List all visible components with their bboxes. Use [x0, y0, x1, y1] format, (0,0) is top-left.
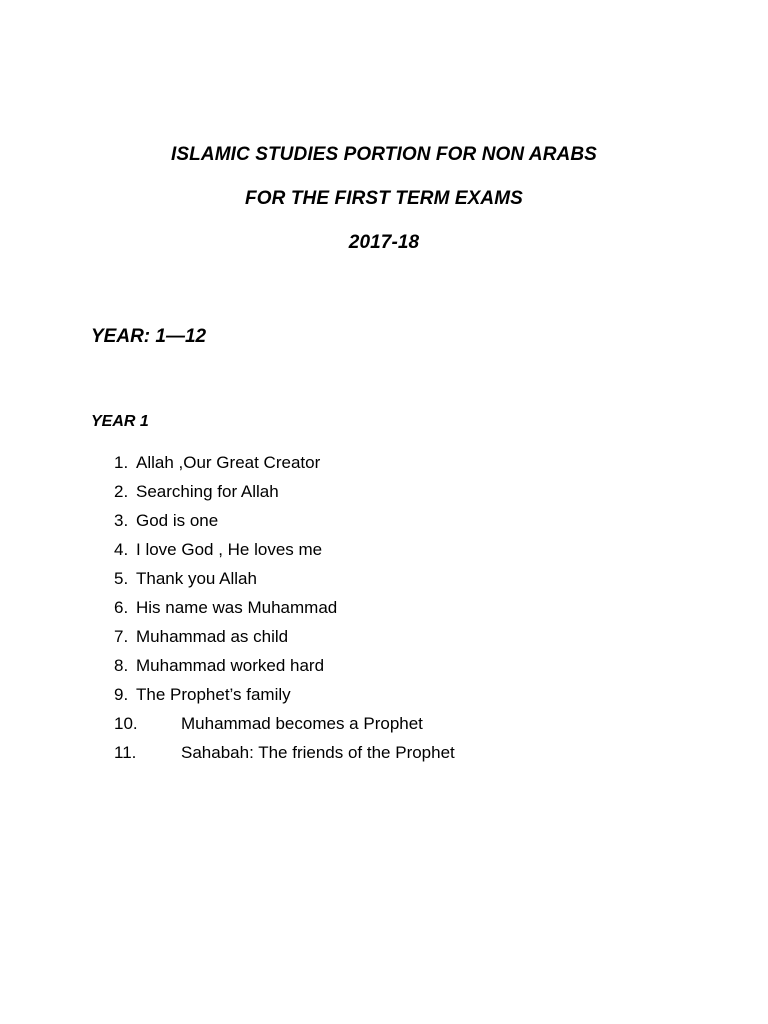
list-item-text: Thank you Allah — [136, 569, 257, 588]
year-range-heading: YEAR: 1—12 — [91, 326, 207, 347]
list-item — [0, 741, 768, 770]
list-item-text: Sahabah: The friends of the Prophet — [181, 743, 455, 762]
list-item-text: Searching for Allah — [136, 482, 279, 501]
list-item-text: God is one — [136, 511, 219, 530]
list-item-text: Muhammad worked hard — [136, 656, 325, 675]
list-item-number: 6. — [114, 598, 129, 617]
list-item-number: 10. — [114, 714, 138, 733]
list-item — [0, 451, 768, 480]
list-item — [0, 480, 768, 509]
list-item-number: 7. — [114, 627, 129, 646]
list-item-number: 11. — [114, 743, 137, 762]
list-item — [0, 712, 768, 741]
list-item-text: The Prophet’s family — [136, 685, 291, 704]
list-item — [0, 509, 768, 538]
list-item-number: 5. — [114, 569, 129, 588]
list-item-text: His name was Muhammad — [136, 598, 338, 617]
list-item — [0, 683, 768, 712]
list-item-text: Muhammad as child — [136, 627, 289, 646]
topic-list — [0, 451, 768, 770]
list-item-number: 4. — [114, 540, 129, 559]
list-item — [0, 538, 768, 567]
list-item-number: 3. — [114, 511, 129, 530]
list-item-text: I love God , He loves me — [136, 540, 323, 559]
list-item — [0, 654, 768, 683]
list-item-number: 8. — [114, 656, 129, 675]
document-title-line-3: 2017-18 — [348, 232, 420, 253]
document-title-line-2: FOR THE FIRST TERM EXAMS — [245, 188, 523, 209]
document-title-line-1: ISLAMIC STUDIES PORTION FOR NON ARABS — [171, 144, 597, 165]
list-item-text: Allah ,Our Great Creator — [136, 453, 321, 472]
list-item-text: Muhammad becomes a Prophet — [181, 714, 423, 733]
list-item — [0, 567, 768, 596]
section-heading-year-1: YEAR 1 — [91, 413, 149, 430]
list-item-number: 2. — [114, 482, 129, 501]
list-item-number: 1. — [114, 453, 129, 472]
list-item-number: 9. — [114, 685, 129, 704]
list-item — [0, 625, 768, 654]
list-item — [0, 596, 768, 625]
